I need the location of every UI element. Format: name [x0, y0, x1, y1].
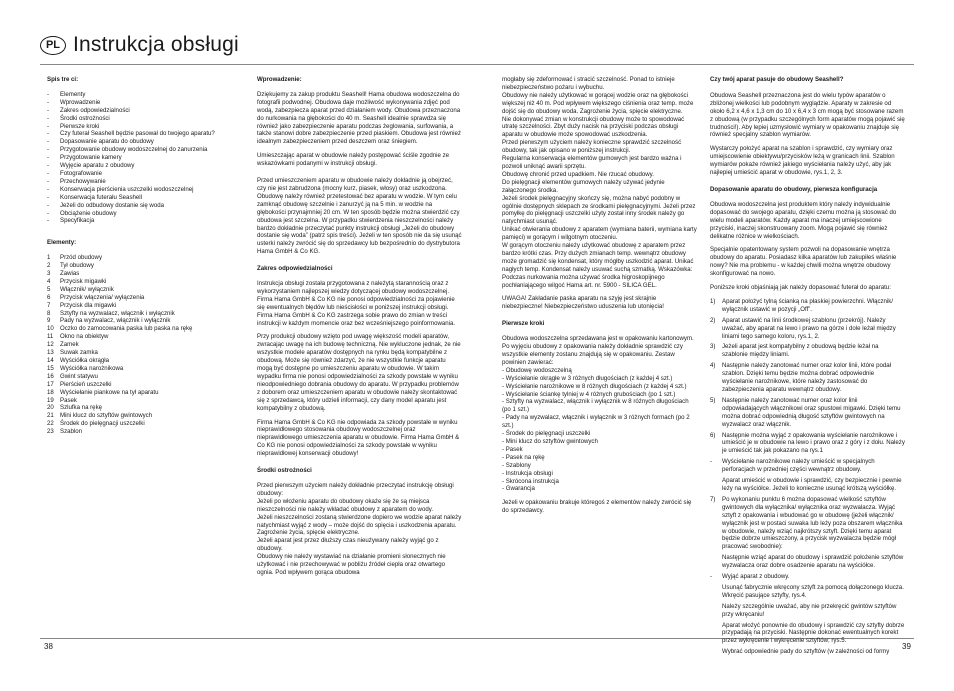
kit-item: - Gwarancja	[502, 485, 535, 493]
step-item	[710, 584, 905, 600]
fit-config-heading: Dopasowanie aparatu do obudowy, pierwsza konfiguracja	[710, 185, 878, 193]
element-number: 22	[47, 420, 54, 428]
toc-item-label: Dopasowanie aparatu do obudowy	[60, 138, 154, 146]
dash-bullet: -	[47, 193, 50, 201]
toc-item	[47, 123, 232, 131]
step-text: Wyściełanie narożnikowe należy umieścić w specjalnych perforacjach w przedniej części wewnątrz obudowy.	[722, 458, 875, 474]
step-index	[710, 622, 722, 646]
element-label: Szlufka na rękę	[60, 404, 103, 412]
safety-paragraph: Jeżeli aparat jest przez dłuższy czas nieużywany należy wyjąć go z obudowy.	[257, 537, 439, 553]
safety-paragraph: Obudowy nie należy użytkować w gorącej wodzie oraz na głębokości większej niż 40 m. Pod wpływem większego ciśnienia oraz temp. może dojść się do obudowy woda. Zagrożenie życia, spięcie elektryczne.	[502, 91, 694, 115]
kit-item: - Pady na wyzwalacz, włącznik i wyłącznik w 3 różnych formach (po 2 szt.)	[502, 414, 690, 430]
toc-item-label: Obciążenie obudowy	[60, 209, 117, 217]
dash-bullet: -	[47, 177, 50, 185]
dash-bullet: -	[47, 209, 50, 217]
step-item	[710, 397, 905, 429]
fit-paragraph: Wystarczy położyć aparat na szablon i sprawdzić, czy wymiary oraz umiejscowienie obiektywu/przycisków leżą w granicach linii. Szablon wymiarów pokaże również jakiego wyściełania należy użyć, aby jak najlepiej umieścić aparat w obudowie, rys.1, 2, 3.	[710, 145, 895, 177]
toc-item	[47, 186, 232, 194]
kit-item: - Wyściełanie okrągłe w 3 różnych długościach (z każdej 4 szt.)	[502, 374, 673, 382]
element-label: Sztyfty na wyzwalacz, włącznik i wyłącznik	[60, 309, 175, 317]
intro-heading: Wprowadzenie:	[257, 76, 302, 83]
safety-paragraph: W gorącym otoczeniu należy użytkować obudowę z aparatem przez bardzo krótki czas. Przy dużych zmianach temp. wewnątrz obudowy może gromadzić się kondensat, który mógłby uszkodzić aparat. Unikać nagłych temp. Kondensat należy usuwać suchą szmatką. Wskazówka: Podczas nurkowania można używać środka higroskopijnego pochłaniającego wilgoć Hama art. nr. 5900 - SILICA GEL.	[502, 242, 694, 289]
fit-heading: Czy twój aparat pasuje do obudowy Seashell?	[710, 76, 844, 83]
page-header	[40, 33, 239, 57]
element-number: 14	[47, 357, 54, 364]
kit-item: - Pasek na rękę	[502, 453, 545, 461]
element-label: Przycisk włączenia/ wyłączenia	[60, 293, 145, 301]
first-steps-intro: Obudowa wodoszczelna sprzedawana jest w opakowaniu kartonowym. Po wyjęciu obudowy z opakowania należy dokładnie sprawdzić czy wszystkie elementy zostanu znajdują się w opakowaniu. Zestaw powinien zawierać:	[502, 335, 694, 366]
element-number: 2	[47, 262, 51, 270]
step-item	[710, 648, 905, 656]
element-label: Oczko do zamocowania paska lub paska na rękę	[60, 325, 193, 333]
element-item	[47, 349, 232, 357]
element-item	[47, 254, 232, 262]
fit-paragraph: Specjalnie opatentowany system pozwoli na dopasowanie wnętrza obudowy do aparatu. Posiadasz kilka aparatów lub zakupiłeś właśnie nowy? Nie ma problemu - w każdej chwili można wnętrze obudowy skonfigurować na nowo.	[710, 246, 897, 278]
step-item	[710, 432, 905, 456]
element-label: Środek do pielęgnacji uszczelki	[60, 420, 145, 428]
dash-bullet: -	[47, 114, 50, 122]
kit-item: - Szablony	[502, 461, 531, 469]
dash-bullet: -	[47, 130, 50, 138]
responsibility-paragraph: Firma Hama GmbH & Co KG nie odpowiada za szkody powstałe w wyniku nieprawidłowego stosowania obudowy wodoszczelnej oraz nieprawidłowego umieszczenia aparatu w obudowie. Firma Hama GmbH & Co KG nie ponosi odpowiedzialności za szkody powstałe w wyniku nieprawidłowej konserwacji obudowy!	[257, 418, 460, 458]
first-steps-outro: Jeżeli w opakowaniu brakuje któregoś z elementów należy zwrócić się do sprzedawcy.	[502, 499, 692, 515]
kit-item: - Wyściełanie ściankę tylniej w 4 różnych grubościach (po 1 szt.)	[502, 390, 676, 398]
kit-item: - Instrukcja obsługi	[502, 469, 553, 477]
toc-item	[47, 162, 232, 170]
step-item	[710, 298, 905, 314]
step-index: 3)	[710, 343, 716, 351]
element-item	[47, 365, 232, 373]
dash-bullet: -	[47, 90, 50, 98]
safety-paragraph: Jeżeli nieszczelności zostaną stwierdzone dopiero we wodzie aparat należy natychmiast wyjąć z wody – może dojść do spięcia i uszkodzenia aparatu. Zagrożenie życia, spięcie elektryczne.	[257, 513, 462, 537]
toc-item-label: Przygotowanie obudowy wodoszczelnej do zanurzenia	[60, 146, 208, 154]
toc-column	[47, 76, 232, 436]
toc-item-label: Fotografowanie	[60, 169, 103, 177]
element-number: 1	[47, 254, 51, 262]
toc-item	[47, 178, 232, 186]
safety-paragraph: Jeżeli środek pielęgnacyjny skończy się, można nabyć podobny w ogólnie dostępnych sklepach ze środkami pielęgnacyjnymi. Jeżeli przez pomyłkę do pielęgnacji uszczelki użyty został inny środek należy go natychmiast usunąć.	[502, 194, 696, 226]
dash-bullet: -	[47, 185, 50, 193]
toc-heading: Spis tre ci:	[47, 76, 79, 83]
toc-item-label: Środki ostrożności	[60, 114, 110, 122]
first-steps-heading: Pierwsze kroki	[502, 320, 545, 328]
step-index	[710, 477, 722, 493]
safety-heading: Środki ostrożności	[257, 467, 312, 475]
element-label: Okno na obiektyw	[60, 333, 109, 341]
step-index	[710, 584, 722, 600]
step-index	[710, 603, 722, 619]
step-text: Następnie można wyjąć z opakowania wyściełanie narożnikowe i umieścić je w obudowie na lewo i prawo oraz z góry i z dołu. Należy je umieścić tak jak pokazano na rys.1	[722, 431, 905, 455]
step-text: Usunąć fabrycznie wkręcony sztyft za pomocą dołączonego klucza. Wkręcić pasujące sztyfty, rys.4.	[722, 583, 904, 599]
toc-item-label: Specyfikacja	[60, 217, 95, 225]
responsibility-paragraph: Przy produkcji obudowy wzięto pod uwagę większość modeli aparatów, zwracając uwagę na ich budowę techniczną. Nie wykluczone jednak, że nie wszystkie modele aparatów dostępnych na rynku będą kompatybilne z obudową. Może się również zdarzyć, że nie wszystkie funkcje aparatu mogą być dostępne po umieszczeniu aparatu w obudowie. W takim wypadku firma nie ponosi odpowiedzialności za szkody powstałe w wyniku nieodpowiedniego dobrania obudowy do aparatu. W przypadku problemów z doborem oraz umieszczeniem aparatu w obudowie należy skontaktować się z sprzedawcą, który udzieli informacji, czy dany model aparatu jest kompatybilny z obudową.	[257, 333, 461, 412]
element-number: 10	[47, 325, 54, 333]
step-text: Aparat umieścić w obudowie i sprawdzić, czy bezpiecznie i pewnie leży na wyściółce. Jeżeli to konieczne usunąć krótszą wyściółkę.	[722, 477, 902, 492]
element-label: Gwint statywu	[60, 372, 98, 380]
step-item	[710, 496, 905, 551]
intro-column	[257, 76, 462, 577]
element-item	[47, 404, 232, 412]
element-number: 19	[47, 396, 54, 404]
toc-item-label: Zakres odpowiedzialności	[60, 106, 130, 114]
toc-item	[47, 210, 232, 218]
toc-item	[47, 154, 232, 162]
step-text: Następnie należy zanotować numer oraz kolor linii odpowiadających włącznikowi oraz spustowi migawki. Dzięki temu można dobrać odpowiednią długość sztyftów gwintowych na wyzwalacz oraz włącznik.	[722, 396, 901, 428]
toc-item-label: Konserwacja pierścienia uszczelki wodoszczelnej	[60, 185, 194, 193]
step-text: Aparat położyć tylną ścianką na płaskiej powierzchni. Włącznik/ wyłącznik ustawić w pozycji „Off”.	[722, 297, 894, 313]
element-item	[47, 428, 232, 436]
element-item	[47, 397, 232, 405]
dash-bullet: -	[47, 98, 50, 106]
step-item	[710, 622, 905, 646]
dash-bullet: -	[47, 154, 50, 162]
kit-item: - Skrócona instrukcja	[502, 477, 559, 485]
step-text: Wybrać odpowiednie pady do sztyftów (w zależności od formy	[722, 648, 890, 656]
element-number: 18	[47, 388, 54, 396]
step-index: 1)	[710, 297, 716, 305]
safety-paragraph: Obudowę chronić przed upadkiem. Nie rzucać obudowy.	[502, 170, 654, 178]
element-item	[47, 420, 232, 428]
element-item	[47, 270, 232, 278]
toc-item	[47, 107, 232, 115]
element-number: 4	[47, 277, 51, 285]
intro-paragraph: Umieszczając aparat w obudowie należy postępować ściśle zgodnie ze wskazówkami podanymi w instrukcji obsługi.	[257, 152, 450, 168]
element-label: Przycisk dla migawki	[60, 301, 117, 309]
element-number: 7	[47, 301, 51, 309]
step-item	[710, 603, 905, 619]
fit-paragraph: Obudowa Seashell przeznaczona jest do wielu typów aparatów o zbliżonej wielkości lub podobnym wyglądzie. Aparaty w zakresie od około 6,2 x 4,6 x 1,3 cm do 10 x 6,4 x 3 cm mogą być stosowane razem z obudową (w przypadku szczególnych form aparatów mogą pojawić się trudności!). Aby lepiej uzmysłowić wymiary w opakowaniu znajduje się również specjalny szablon wymiarów.	[710, 91, 905, 139]
safety-paragraph: Nie dokonywać zmian w konstrukcji obudowy może to spowodować utratę szczelności. Zbyt duży nacisk na przyciski podczas obsługi aparatu w obudowie może spowodować uszkodzenia.	[502, 115, 685, 139]
element-number: 20	[47, 404, 54, 412]
step-text: Po wykonaniu punktu 6 można dopasować wielkość sztyftów gwintowych dla wyłącznika/ wyłącznika oraz wyzwalacza. Wyjąć sztyft z opakowania i wbudować go w obudowę (jeżeli włącznik/ wyłącznik jest w postaci suwaka lub leży poza obszarem włącznika w obudowie, należy wziąć najkrótszy sztyft. Dzięki temu aparat będzie dobrze umieszczony, a przycisk wyzwalacza będzie mógł pracować swobodnie):	[722, 495, 903, 551]
toc-item-label: Jeżeli do odbudowy dostanie się woda	[60, 201, 165, 209]
dash-bullet: -	[47, 122, 50, 130]
element-label: Mini klucz do sztyftów gwintowych	[60, 412, 153, 420]
fit-paragraph: Obudowa wodoszczelna jest produktem który należy indywidualnie dopasować do swojego aparatu, dzięki czemu można ją stosować do wielu modeli aparatów. Każdy aparat ma inaczej umiejscowione przyciski, inaczej skonstruowany zoom. Mogą pojawić się również delikatne różnice w wielkościach.	[710, 200, 897, 240]
toc-item	[47, 138, 232, 146]
toc-item-label: Czy futerał Seashell będzie pasował do twojego aparatu?	[60, 130, 215, 138]
step-index: 7)	[710, 495, 716, 503]
responsibility-paragraph: Instrukcja obsługi została przygotowana z należytą starannością oraz z wykorzystaniem najlepszej wiedzy dotyczącej obudowy wodoszczelnej. Firma Hama GmbH & Co KG nie ponosi odpowiedzialności za pojawienie się ewentualnych błędów lub nieścisłości w poniższej instrukcji obsługi. Firma Hama GmbH & Co KG zastrzega sobie prawo do zmian w treści instrukcji w każdym momencie oraz bez wcześniejszego poinformowania.	[257, 280, 456, 327]
element-number: 6	[47, 293, 51, 301]
dash-bullet: -	[47, 162, 50, 170]
element-label: Zawias	[60, 270, 80, 278]
element-number: 5	[47, 285, 51, 293]
kit-item: - Mini klucz do sztyftów gwintowych	[502, 437, 598, 445]
safety-paragraph: Przed pierwszym użyciem należy konieczne sprawdzić szczelność obudowy, tak jak opisano w poniższej instrukcji.	[502, 139, 682, 155]
element-label: Suwak zamka	[60, 349, 98, 357]
step-text: Następnie należy zanotować numer oraz kolor linii, które podał szablon. Dzięki temu będzie można dobrać odpowiednie wyściełanie narożnikowe, które należy zastosować do zabezpieczenia aparatu wewnątrz obudowy.	[722, 362, 892, 393]
step-index: -	[710, 573, 713, 581]
element-label: Pady na wyzwalacz, włącznik i wyłącznik	[60, 317, 171, 325]
element-item	[47, 325, 232, 333]
page-number-left: 38	[44, 642, 53, 651]
element-item	[47, 294, 232, 302]
page-title: Instrukcja obsługi	[73, 33, 239, 56]
safety-paragraph: Do pielęgnacji elementów gumowych należy używać jedynie załączonego środka.	[502, 178, 665, 194]
step-index: 6)	[710, 431, 716, 439]
element-label: Pierścień uszczelki	[60, 380, 112, 388]
step-index: 4)	[710, 362, 716, 370]
step-item	[710, 343, 905, 359]
kit-item: - Obudowę wodoszczelną	[502, 366, 572, 374]
step-item	[710, 317, 905, 341]
step-text: Następnie wziąć aparat do obudowy i sprawdzić położenie sztyftów wyzwalacza oraz dobre osadzenie aparatu na wyściółce.	[722, 554, 904, 570]
element-item	[47, 389, 232, 397]
element-item	[47, 286, 232, 294]
toc-item	[47, 217, 232, 225]
element-item	[47, 373, 232, 381]
kit-item: - Pasek	[502, 445, 523, 453]
kit-list	[502, 367, 698, 494]
toc-item	[47, 170, 232, 178]
safety-paragraph: Regularna konserwacja elementów gumowych jest bardzo ważna i pozwoli uniknąć awarii sprzętu.	[502, 155, 682, 170]
element-item	[47, 262, 232, 270]
toc-item	[47, 91, 232, 99]
step-item	[710, 573, 905, 581]
safety-paragraph: Przed pierwszym użyciem należy dokładnie przeczytać instrukcję obsługi obudowy:	[257, 481, 454, 497]
element-label: Przycisk migawki	[60, 277, 107, 285]
kit-item: - Środek do pielęgnacji uszczelki	[502, 430, 591, 438]
safety-paragraph: Jeżeli po włożeniu aparatu do obudowy okaże się że są miejsca nieszczelności nie należy wkładać obudowy z aparatem do wody.	[257, 497, 434, 513]
step-index: -	[710, 458, 713, 466]
element-item	[47, 302, 232, 310]
element-label: Tył obudowy	[60, 262, 94, 270]
kit-item: - Wyściełanie narożnikowe w 8 różnych długościach (z każdej 4 szt.)	[502, 382, 687, 390]
toc-item-label: Pierwsze kroki	[60, 122, 100, 130]
toc-item-label: Konserwacja futerału Seashell	[60, 193, 142, 201]
step-item	[710, 362, 905, 394]
toc-item	[47, 130, 232, 138]
top-rule	[40, 64, 914, 65]
steps-list	[710, 298, 905, 656]
dash-bullet: -	[47, 217, 50, 225]
step-item	[710, 554, 905, 570]
step-text: Należy szczególnie uważać, aby nie przekręcić gwintów sztyftów przy wkręcaniu!	[722, 602, 897, 618]
element-number: 8	[47, 309, 51, 317]
element-number: 12	[47, 341, 54, 349]
element-item	[47, 341, 232, 349]
page-number-right: 39	[902, 642, 911, 651]
element-item	[47, 333, 232, 341]
element-label: Zamek	[60, 341, 79, 349]
step-text: Wyjąć aparat z obudowy.	[722, 573, 790, 581]
element-item	[47, 317, 232, 325]
element-number: 11	[47, 333, 54, 341]
element-label: Wyściółka okrągła	[60, 357, 110, 364]
responsibility-heading: Zakres odpowiedzialności	[257, 265, 333, 273]
element-number: 3	[47, 270, 51, 278]
toc-item-label: Przygotowanie kamery	[60, 154, 122, 162]
step-index: 2)	[710, 316, 716, 324]
toc-item	[47, 146, 232, 154]
element-number: 16	[47, 372, 54, 380]
elements-list	[47, 254, 232, 436]
dash-bullet: -	[47, 138, 50, 146]
warning-paragraph: UWAGA! Zakładanie paska aparatu na szyję jest skrajnie niebezpieczne! Niebezpieczeństwo uduszenia lub utonięcia!	[502, 295, 664, 311]
fitting-column	[710, 76, 905, 659]
step-text: Aparat włożyć ponownie do obudowy i sprawdzić czy sztyfty dobrze przypadają na przyciski. Następnie dokonać ewentualnych korekt przez wykręcenie i wykręcenie sztyftów; rys.5.	[722, 621, 905, 645]
step-text: Jeżeli aparat jest kompatybilny z obudową będzie leżał na szablonie między liniami.	[722, 343, 879, 359]
intro-paragraph: Dziękujemy za zakup produktu Seashell! Hama obudowa wodoszczelna do fotografii podwodnej. Obudowa daje możliwość wykonywania zdjęć pod wodą, zabezpiecza aparat przed działaniem wody. Obudowa przeznaczona do nurkowania na głębokości do 40 m. Seashell idealnie sprawdza się również jako zabezpieczenie aparatu podczas żeglowania, surfowania, a także stanowi dobre zabezpieczenie przed piaskiem. Obudowa jest również idealnym zabezpieczeniem przed deszczem oraz śniegiem.	[257, 90, 461, 146]
toc-item-label: Wprowadzenie	[60, 98, 101, 106]
element-label: Włącznik/ wyłącznik	[60, 285, 114, 293]
safety-paragraph: Obudowy nie należy wystawiać na działanie promieni słonecznych nie użytkować i nie przechowywać w pobliżu źródeł ciepła oraz otwartego ognia. Pod wpływem gorąca obudowa	[257, 553, 446, 576]
element-label: Wyściełanie piankowe na tył aparatu	[60, 388, 159, 396]
step-text: Aparat ustawić na linii środkowej szablonu (przekrój). Należy uważać, aby aparat na lewo i prawo na górze i dole leżał między liniami tego samego koloru, rys.1, 2.	[722, 316, 896, 340]
toc-item-label: Wyjęcie aparatu z obudowy	[60, 162, 135, 170]
elements-heading: Elementy:	[47, 239, 77, 247]
element-label: Szablon	[60, 428, 83, 436]
element-item	[47, 310, 232, 318]
step-index	[710, 648, 722, 656]
safety-cont-column	[502, 76, 698, 521]
step-index: 5)	[710, 396, 716, 404]
element-number: 17	[47, 380, 54, 388]
element-item	[47, 278, 232, 286]
safety-paragraph: Unikać otwierania obudowy z aparatem (wymiana baterii, wymiana karty pamięci) w gorącym i wilgotnym otoczeniu.	[502, 226, 697, 242]
toc-item	[47, 99, 232, 107]
step-index	[710, 554, 722, 570]
language-badge: PL	[40, 36, 66, 55]
element-item	[47, 357, 232, 365]
toc-item	[47, 115, 232, 123]
dash-bullet: -	[47, 201, 50, 209]
element-item	[47, 381, 232, 389]
element-number: 9	[47, 317, 51, 325]
element-number: 23	[47, 428, 54, 436]
toc-item-label: Przechowywanie	[60, 177, 106, 185]
element-label: Przód obudowy	[60, 254, 103, 262]
step-item	[710, 458, 905, 474]
intro-paragraph: Przed umieszczeniem aparatu w obudowie należy dokładnie ją obejrzeć, czy nie jest zabrudzona (mocny kurz, piasek, włosy) oraz uszkodzona. Obudowę należy również przetestować bez aparatu w wodzie. W tym celu zamknąć obudowę szczelnie i zanurzyć ją na 5 min. w wodzie na głębokości przynajmniej 20 cm. W ten sposób będzie można stwierdzić czy obudowa jest szczelna. W przypadku stwierdzenia nieszczelności należy bardzo dokładnie przeczytać punkty instrukcji obsługi „Jeżeli do obudowy dostanie się woda” (patrz spis treści). Jeżeli w ten sposób nie da się usunąć usterki należy zwrócić się do sprzedawcy lub bezpośrednio do dystrybutora Hama GmbH & Co KG.	[257, 177, 462, 256]
kit-item: - Sztyfty na wyzwalacz, włącznik i wyłącznik w 8 różnych długościach (po 1 szt.)	[502, 398, 689, 414]
toc-item	[47, 194, 232, 202]
element-label: Wyściółka narożnikowa	[60, 364, 124, 372]
element-number: 21	[47, 412, 54, 420]
element-number: 13	[47, 349, 54, 357]
step-item	[710, 477, 905, 493]
dash-bullet: -	[47, 146, 50, 154]
safety-paragraph: mogłaby się zdeformować i stracić szczelność. Ponad to istnieje niebezpieczeństwo pożaru i wybuchu.	[502, 76, 675, 91]
toc-list	[47, 91, 232, 225]
toc-item-label: Elementy	[60, 90, 86, 98]
dash-bullet: -	[47, 169, 50, 177]
element-label: Pasek	[60, 396, 77, 404]
toc-item	[47, 202, 232, 210]
element-number: 15	[47, 364, 54, 372]
dash-bullet: -	[47, 106, 50, 114]
fit-paragraph: Poniższe kroki objaśniają jak należy dopasować futerał do aparatu:	[710, 284, 891, 292]
